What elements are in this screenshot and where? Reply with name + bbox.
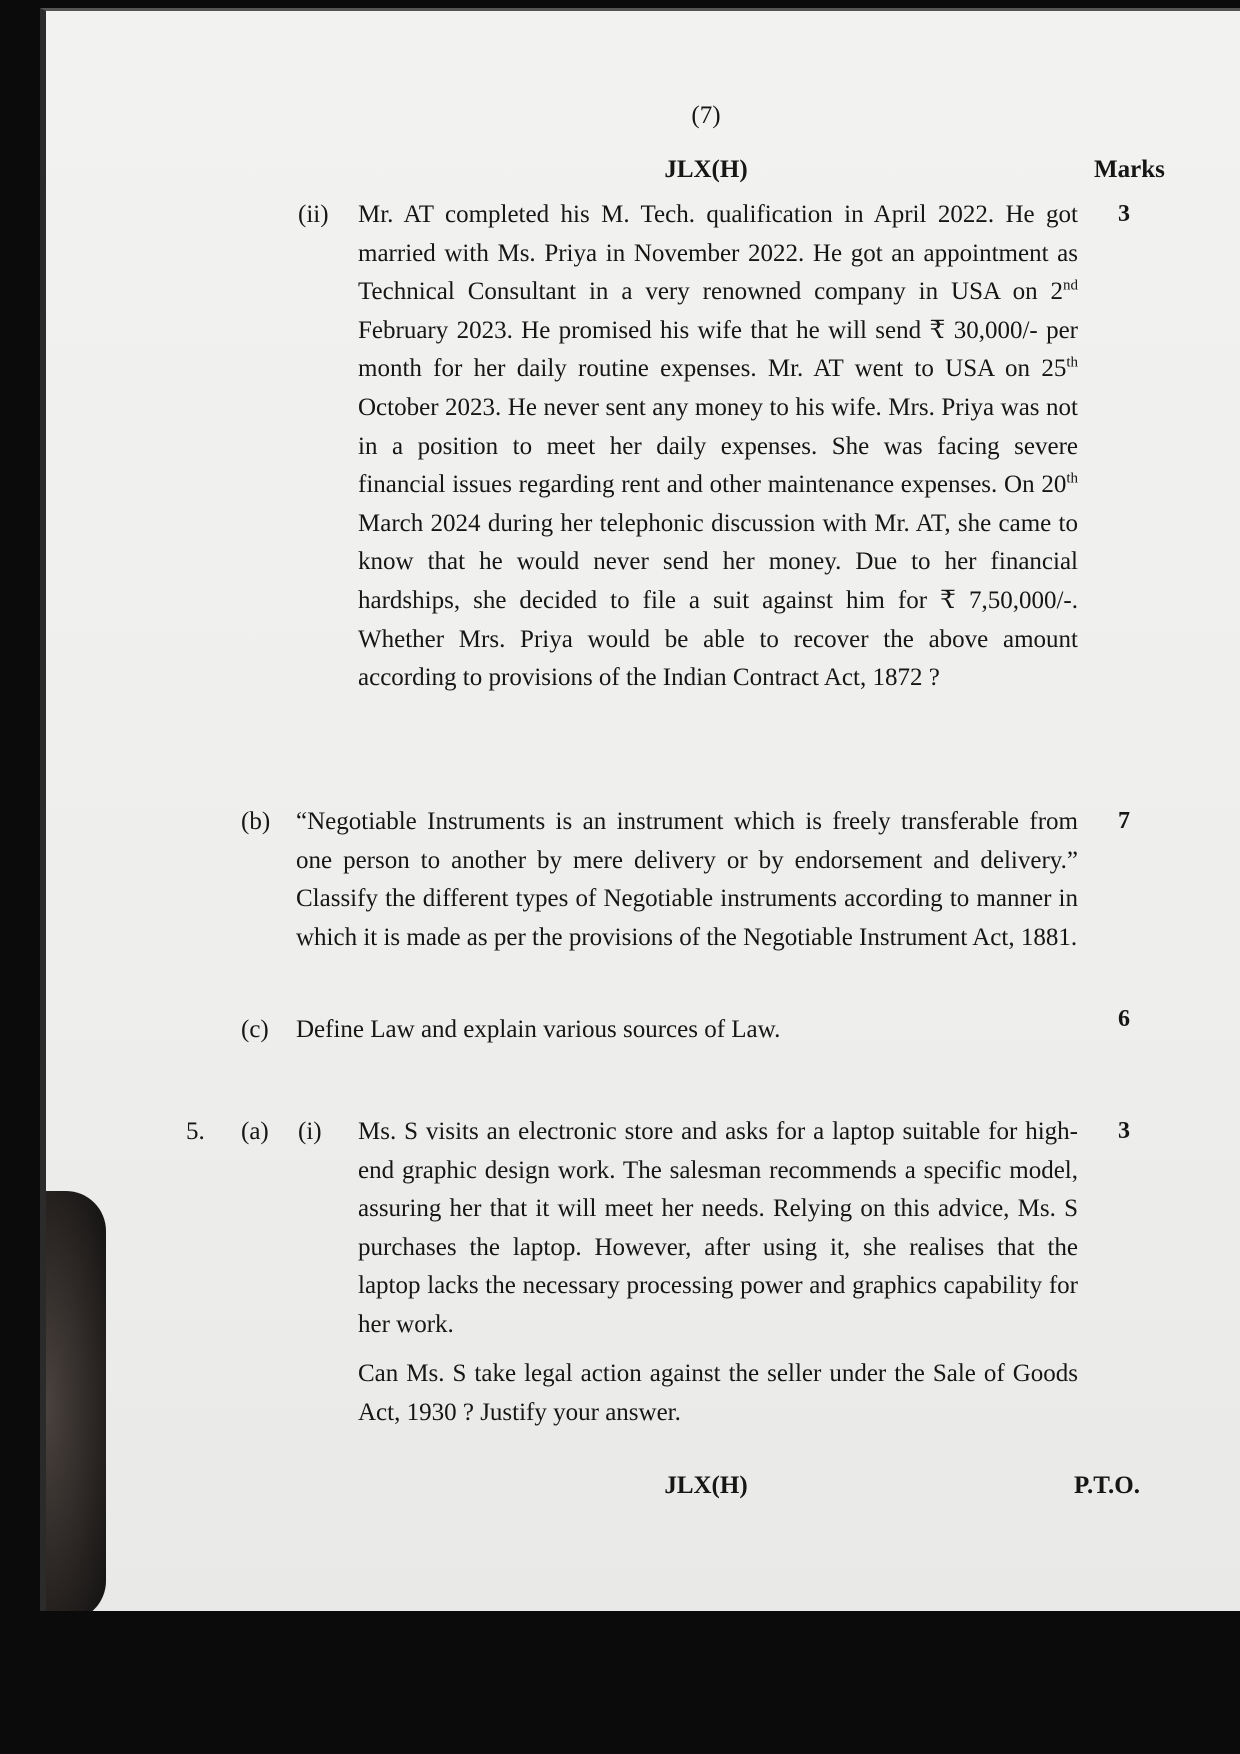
question-4b-text: “Negotiable Instruments is an instrument which is freely transferable from one person to another by mere delivery or by endorsement and delivery.” Classify the different types of Negotiable instruments according to manner in which it is made as per the provisions of the Negotiable Instrument Act, 1881.	[296, 808, 1078, 951]
question-5a-i-text: Ms. S visits an electronic store and asks for a laptop suitable for high-end graphic design work. The salesman recommends a specific model, assuring her that it will meet her needs. Relying on this advice, Ms. S purchases the laptop. However, after using it, she realises that the laptop lacks the necessary processing power and graphics capability for her work.	[358, 1118, 1078, 1338]
thumb-shadow	[46, 1191, 106, 1611]
question-4b-number: (b)	[241, 808, 271, 835]
question-4c-text: Define Law and explain various sources of Law.	[296, 1016, 781, 1043]
question-5-number: 5.	[186, 1118, 205, 1145]
exam-page	[40, 8, 1240, 1611]
question-4b-ii-text: Mr. AT completed his M. Tech. qualification in April 2022. He got married with Ms. Priya in November 2022. He got an appointment as Technical Consultant in a very renowned company in USA on 2nd February 2023. He promised his wife that he will send ₹ 30,000/- per month for her daily routine expenses. Mr. AT went to USA on 25th October 2023. He never sent any money to his wife. Mrs. Priya was not in a position to meet her daily expenses. She was facing severe financial issues regarding rent and other maintenance expenses. On 20th March 2024 during her telephonic discussion with Mr. AT, she came to know that he would never send her money. Due to her financial hardships, she decided to file a suit against him for ₹ 7,50,000/-. Whether Mrs. Priya would be able to recover the above amount according to provisions of the Indian Contract Act, 1872 ?	[358, 201, 1078, 692]
paper-code-header: JLX(H)	[664, 156, 748, 183]
question-4c-number: (c)	[241, 1016, 269, 1043]
page-number: (7)	[691, 102, 721, 129]
question-4c-marks: 6	[1118, 1006, 1130, 1032]
pto-label: P.T.O.	[1074, 1472, 1140, 1499]
question-5a-i-marks: 3	[1118, 1118, 1130, 1144]
question-4b-ii-number: (ii)	[298, 201, 329, 228]
question-4b-ii-marks: 3	[1118, 201, 1130, 227]
marks-heading: Marks	[1094, 156, 1165, 183]
paper-code-footer: JLX(H)	[664, 1472, 748, 1499]
question-4b-marks: 7	[1118, 808, 1130, 834]
question-5a-number: (a)	[241, 1118, 269, 1145]
question-5a-i-number: (i)	[298, 1118, 322, 1145]
question-5a-i-question: Can Ms. S take legal action against the seller under the Sale of Goods Act, 1930 ? Justify your answer.	[358, 1360, 1078, 1426]
